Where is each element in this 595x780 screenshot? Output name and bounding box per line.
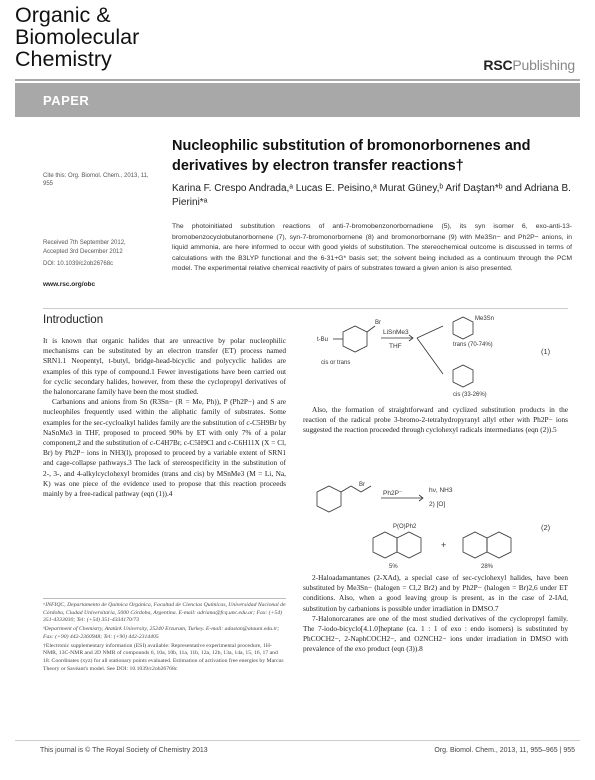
doi: DOI: 10.1039/c2ob26768c (43, 261, 114, 267)
scheme2-yield-1: 5% (389, 564, 398, 570)
scheme2-reagent-label: Ph2P⁻ (383, 490, 403, 497)
scheme2-bromine-label: Br (359, 482, 365, 488)
scheme1-reagent-label: LiSnMe3 (383, 329, 409, 336)
journal-title-line3: Chemistry (15, 47, 112, 71)
body-right-paragraph-3: 7-Halonorcaranes are one of the most studied derivatives of the cyclopropyl family. The 7-iodo-bicyclo[4.1.0]heptane (ca. 1 : 1 of exo : endo isomers) is substituted by PhCOCH2−, 2-NaphCOCH2−, and O2NCH2− ions under irradiation in DMSO with prevalence of the exo product (eqn (3)).8 (303, 613, 568, 654)
accepted-date: Accepted 3rd December 2012 (43, 248, 123, 255)
intro-paragraph-2: Carbanions and anions from Sn (R3Sn− (R = Me, Ph)), P (Ph2P−) and S are nucleophiles frequently used within the aliphatic family of substrates. Some examples for the sec-cycloalkyl halides family are the substitution of c-C5H9Br by NaSnMe3 in THF, proposed to proceed 90% by ET with only 7% of a polar component,2 and the substitution of c-C4H7Br, c-C5H9Cl and c-C6H11X (X = Cl, Br) by Ph2P− ions in NH3(l), proposed to proceed by a variable extent of SRN1 and cage-collapse pathways.3 The lack of stereospecificity in the substitution of 2-, 3-, and 4-alkylcyclohexyl bromides (trans and cis) by MSnMe3 (M = Li, Na, K) was one piece of the evidence used to propose that this reaction proceeds mainly by a free-radical pathway (eqn (1)).4 (43, 397, 286, 499)
footer-citation: Org. Biomol. Chem., 2013, 11, 955–965 | 955 (434, 747, 575, 754)
scheme1-cyclohexane-ring (343, 326, 367, 352)
section-rule (43, 308, 568, 309)
equation-number-2: (2) (541, 523, 551, 532)
publisher-bold: RSC (483, 57, 513, 73)
publisher-logo (483, 57, 575, 73)
footer-rule (15, 740, 580, 741)
publisher-light: Publishing (512, 57, 575, 73)
journal-title-line1: Organic & (15, 3, 111, 27)
scheme1-me3sn-label: Me3Sn (475, 316, 495, 322)
cite-line2: 955 (43, 181, 54, 187)
journal-title (15, 4, 139, 70)
scheme1-tbu-label: t-Bu (317, 337, 329, 343)
abstract: The photoinitiated substitution reactions of anti-7-bromobenzonorbornadiene (5), its syn isomer 6, exo-anti-13-bromobenzocyclobutanorbornene (7), syn-7-bromonorbornene (8) and bromonorbornane (9) with Me3Sn− and Ph2P− anions, in liquid ammonia, are here informed to occur with good yields of substitution. The stereochemical outcome is discussed in terms of calculations with the B3LYP functional and the 6-31+G* basis set; the solvent being included as a continuum through the PCM model. The experimental relative chemical reactivity of pairs of substrates toward a given anion is also presented. (172, 223, 572, 272)
citation (43, 172, 158, 188)
footnotes (43, 602, 286, 674)
body-right-paragraph-2: 2-Haloadamantanes (2-XAd), a special case of sec-cyclohexyl halides, have been substituted by Me3Sn− (halogen = Cl,2 Br2) and by Ph2P− (halogen = Br)2,6 under ET conditions. Also, when a good leaving group is present, as in the case of 2-IAd, substitution by carbanions is possible under irradiation in DMSO.7 (303, 573, 568, 613)
paper-label: PAPER (43, 93, 90, 108)
scheme2-thp-ring (317, 486, 341, 512)
section-heading-introduction: Introduction (43, 314, 104, 326)
cite-line1: Cite this: Org. Biomol. Chem., 2013, 11, (43, 173, 149, 179)
article-authors: Karina F. Crespo Andrada,ᵃ Lucas E. Peisino,ᵃ Murat Güney,ᵇ Arif Daştan*ᵇ and Adriana B. Pierini*ᵃ (172, 183, 571, 208)
footer-copyright: This journal is © The Royal Society of Chemistry 2013 (40, 747, 208, 754)
scheme1-bromine-label: Br (375, 320, 381, 326)
article-dates (43, 239, 163, 269)
journal-website-link[interactable]: www.rsc.org/obc (43, 281, 96, 288)
scheme1-trans-label: trans (70-74%) (453, 342, 493, 348)
scheme2-yield-2: 28% (481, 564, 494, 570)
intro-paragraph-1: It is known that organic halides that are unreactive by polar nucleophilic mechanisms can be substituted by an electron transfer (ET) process named SRN1.1 Neopentyl, t-butyl, bridge-head-bicyclic and polycyclic halides are examples of this type of compound.1 Fewer investigations have been carried out for cyclic secondary halides, however, from these the cyclopropyl derivatives of the halonorcarane family have been the most studied. (43, 336, 286, 397)
reaction-scheme-2 (303, 478, 573, 570)
scheme2-condition-2: 2) [O] (429, 501, 446, 508)
body-right-paragraph-1: Also, the formation of straightforward and cyclized substitution products in the reaction of the radical probe 3-bromo-2-tetrahydropyranyl allyl ether with Ph2P− ions suggested the reaction proceeded through cyclohexyl radicals intermediates (eqn (2)).5 (303, 405, 568, 435)
footnote-a: ᵃINFIQC, Departamento de Química Orgánica, Facultad de Ciencias Químicas, Universidad Nacional de Córdoba, Ciudad Universitaria, 5000 Córdoba, Argentina. E-mail: adriana@fcq.unc.edu.ar; Fax: (+54) 351-4333030; Tel: (+54) 351-4334170/73 (43, 602, 286, 624)
scheme2-plus-sign: + (441, 540, 447, 550)
footnote-rule (43, 598, 286, 599)
reaction-scheme-1 (303, 312, 573, 400)
footnote-b: ᵇDepartment of Chemistry, Atatürk University, 25240 Erzurum, Turkey. E-mail: adastan@atauni.edu.tr; Fax: (+90) 442-2360948; Tel: (+90) 442-2314405 (43, 626, 280, 640)
received-date: Received 7th September 2012, (43, 240, 126, 246)
scheme2-product-label: P(O)Ph2 (393, 524, 417, 530)
equation-number-1: (1) (541, 347, 551, 356)
scheme2-condition-1: hν, NH3 (429, 487, 453, 494)
scheme1-cis-label: cis (33-26%) (453, 392, 487, 398)
top-rule (15, 79, 580, 81)
footnote-dagger: †Electronic supplementary information (ESI) available: Representative experimental procedure, 1H-NMR, 13C-NMR and 2D NMR of compounds 6, 10a, 10b, 11a, 11b, 12a, 12b, 13a, 14a, 15, 16, 17 and 18. Coordinates (xyz) for all stationary points evaluated. Estimation of activation free energies by Marcus Theory or Savéant's model. See DOI: 10.1039/c2ob26768c (43, 642, 284, 672)
paper-band (15, 83, 580, 117)
journal-title-line2: Biomolecular (15, 25, 140, 49)
body-column-left (43, 336, 286, 499)
body-column-right-lower (303, 573, 568, 655)
scheme1-solvent-label: THF (389, 343, 402, 350)
scheme1-substrate-label: cis or trans (321, 360, 351, 366)
article-title: Nucleophilic substitution of bromonorbornenes and derivatives by electron transfer reactions† (172, 138, 531, 174)
